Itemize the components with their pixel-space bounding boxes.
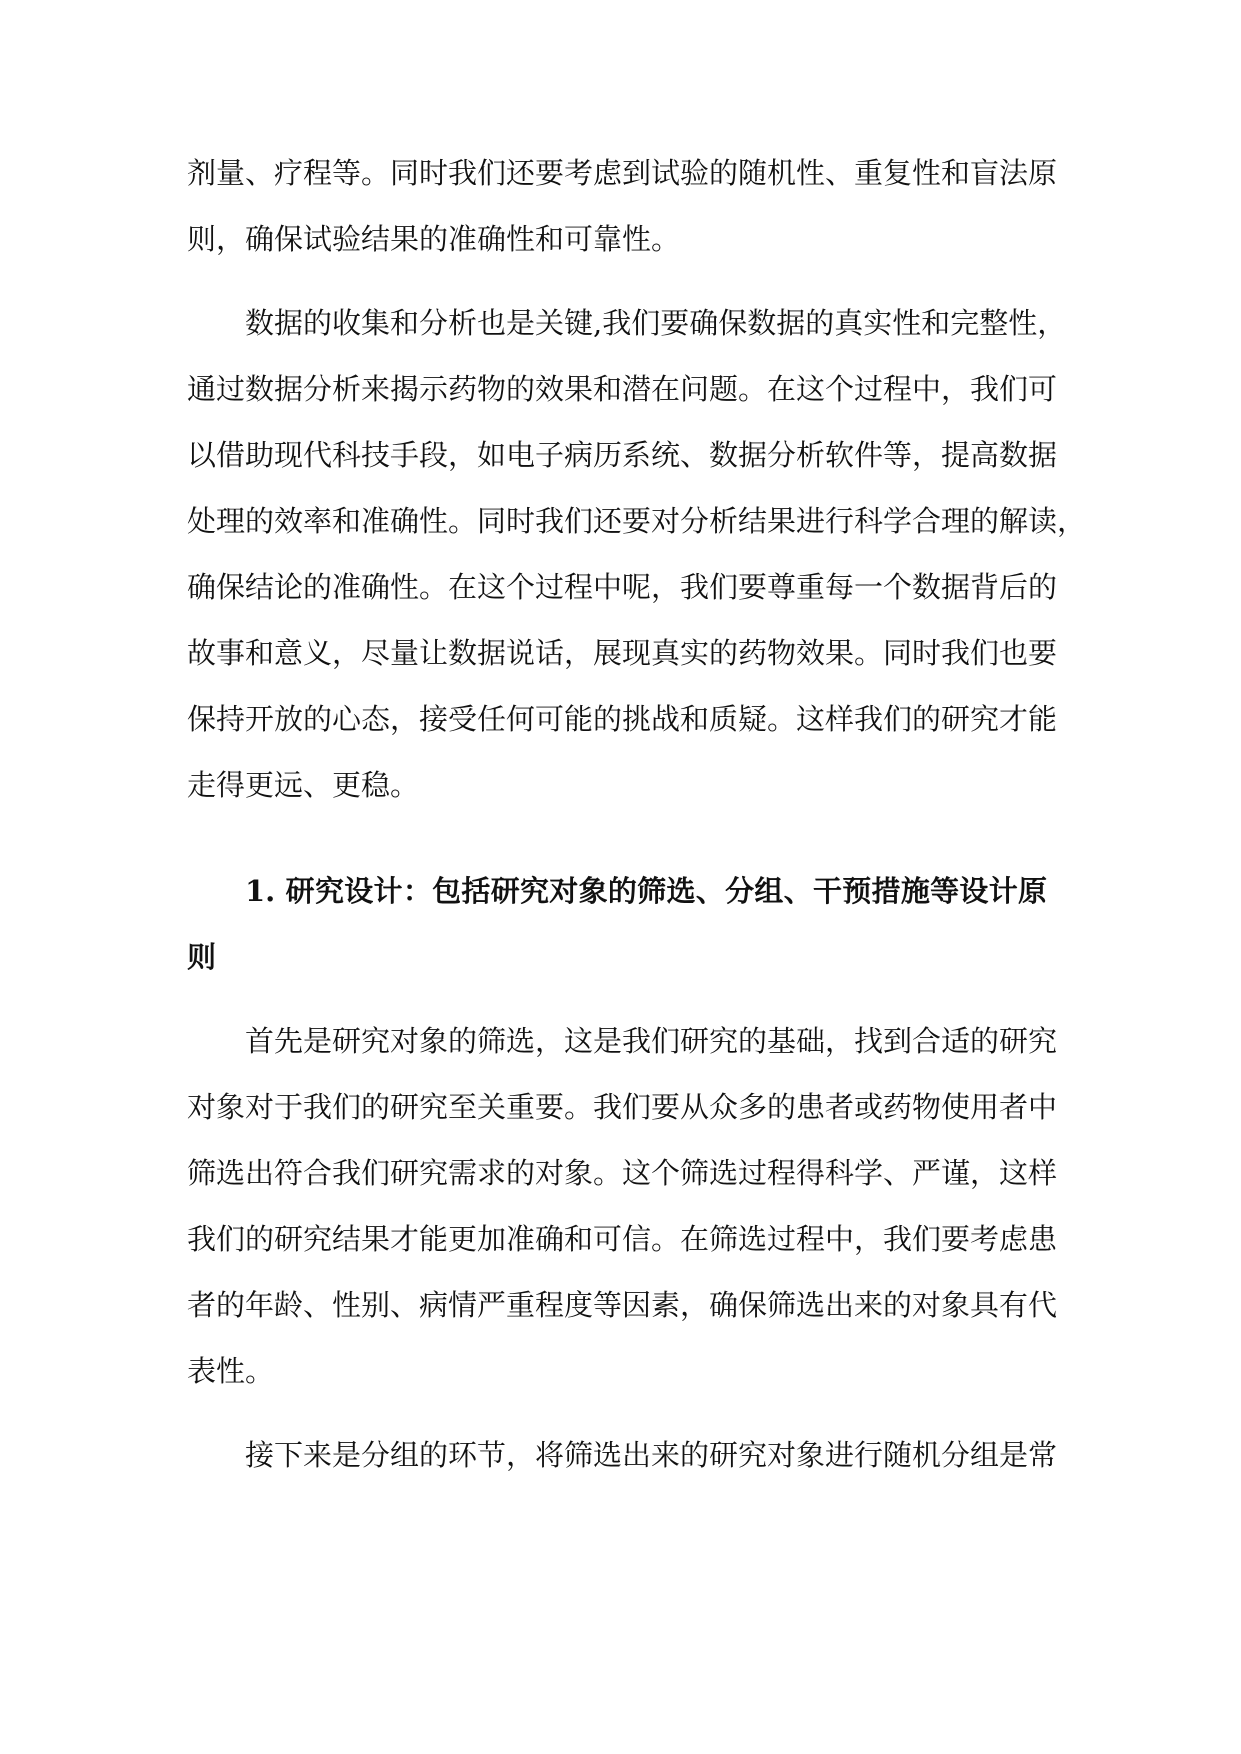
text-line: 走得更远、更稳。	[187, 768, 420, 802]
text-line: 故事和意义，尽量让数据说话，展现真实的药物效果。同时我们也要	[187, 636, 1058, 670]
paragraph-continuation	[187, 140, 1058, 272]
paragraph-data-analysis	[187, 290, 1087, 818]
text-line: 对象对于我们的研究至关重要。我们要从众多的患者或药物使用者中	[187, 1090, 1058, 1124]
section-heading	[187, 858, 1047, 990]
heading-line: 则	[187, 940, 217, 974]
text-line: 数据的收集和分析也是关键,我们要确保数据的真实性和完整性，	[245, 306, 1067, 340]
text-line: 者的年龄、性别、病情严重程度等因素，确保筛选出来的对象具有代	[187, 1288, 1058, 1322]
text-line: 筛选出符合我们研究需求的对象。这个筛选过程得科学、严谨，这样	[187, 1156, 1058, 1190]
heading-line: 1. 研究设计：包括研究对象的筛选、分组、干预措施等设计原	[245, 874, 1047, 908]
text-line: 确保结论的准确性。在这个过程中呢，我们要尊重每一个数据背后的	[187, 570, 1058, 604]
text-line: 我们的研究结果才能更加准确和可信。在筛选过程中，我们要考虑患	[187, 1222, 1058, 1256]
text-line: 剂量、疗程等。同时我们还要考虑到试验的随机性、重复性和盲法原	[187, 156, 1058, 190]
paragraph-subject-screening	[187, 1008, 1058, 1404]
text-line: 处理的效率和准确性。同时我们还要对分析结果进行科学合理的解读，	[187, 504, 1087, 538]
paragraph-grouping	[187, 1422, 1058, 1488]
text-line: 接下来是分组的环节，将筛选出来的研究对象进行随机分组是常	[245, 1438, 1058, 1472]
text-line: 以借助现代科技手段，如电子病历系统、数据分析软件等，提高数据	[187, 438, 1058, 472]
text-line: 则，确保试验结果的准确性和可靠性。	[187, 222, 681, 256]
document-page	[187, 140, 1087, 1488]
text-line: 保持开放的心态，接受任何可能的挑战和质疑。这样我们的研究才能	[187, 702, 1058, 736]
text-line: 首先是研究对象的筛选，这是我们研究的基础，找到合适的研究	[245, 1024, 1058, 1058]
text-line: 通过数据分析来揭示药物的效果和潜在问题。在这个过程中，我们可	[187, 372, 1058, 406]
text-line: 表性。	[187, 1354, 275, 1388]
